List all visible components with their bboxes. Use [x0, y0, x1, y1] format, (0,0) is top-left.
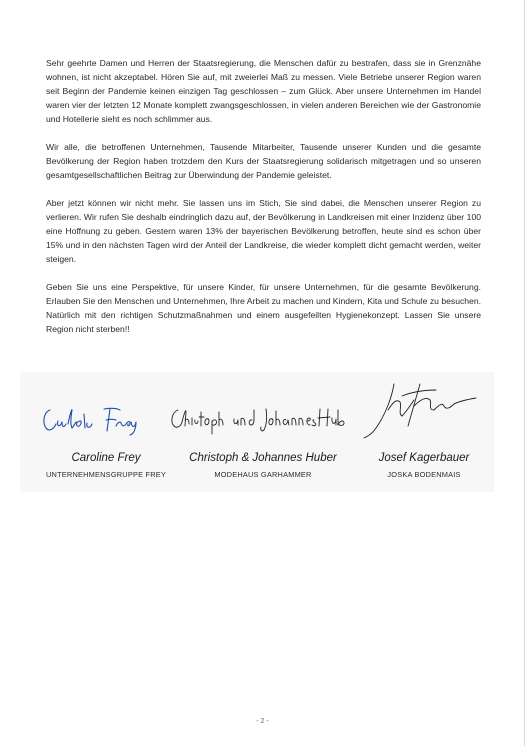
signatory-caroline-frey	[36, 451, 176, 480]
signatory-name: Christoph & Johannes Huber	[189, 452, 337, 464]
signatory-huber	[178, 451, 348, 480]
signature-josef-kagerbauer	[358, 376, 482, 442]
signature-caroline-frey	[40, 404, 140, 434]
letter-body	[46, 56, 481, 350]
paragraph: Geben Sie uns eine Perspektive, für unsere Kinder, für unsere Unternehmen, für die gesamte Bevölkerung. Erlauben Sie den Menschen und Unternehmen, Ihre Arbeit zu machen und Kindern, Kita und Schule zu besuchen. Natürlich mit den richtigen Schutzmaßnahmen und einem ausgefeilten Hygienekonzept. Lassen Sie unsere Region nicht sterben!!	[46, 282, 481, 334]
paragraph: Wir alle, die betroffenen Unternehmen, Tausende Mitarbeiter, Tausende unserer Kunden und die gesamte Bevölkerung der Region haben trotzdem den Kurs der Staatsregierung solidarisch mitgetragen und so unseren gesamtgesellschaftlichen Beitrag zur Überwindung der Pandemie geleistet.	[46, 142, 481, 180]
signatory-company: JOSKA BODENMAIS	[387, 470, 461, 479]
paragraph: Aber jetzt können wir nicht mehr. Sie lassen uns im Stich, Sie sind dabei, die Menschen unserer Region zu verlieren. Wir rufen Sie deshalb eindringlich dazu auf, der Bevölkerung in Landkreisen mit einer Inzidenz über 100 eine Hoffnung zu geben. Gestern waren 13% der bayerischen Bevölkerung betroffen, heute sind es schon über 15% und in den nächsten Tagen wird der Anteil der Landkreise, die wieder komplett dicht gemacht werden, weiter steigen.	[46, 198, 481, 264]
signatory-josef-kagerbauer	[364, 451, 484, 480]
signatory-name: Josef Kagerbauer	[378, 452, 470, 464]
page-number: - 2 -	[256, 718, 269, 725]
paragraph: Sehr geehrte Damen und Herren der Staatsregierung, die Menschen dafür zu bestrafen, dass sie in Grenznähe wohnen, ist nicht akzeptabel. Hören Sie auf, mit zweierlei Maß zu messen. Viele Betriebe unserer Region waren seit Beginn der Pandemie keinen einzigen Tag geschlossen – zum Glück. Aber unsere Unternehmen im Handel waren vier der letzten 12 Monate komplett zwangsgeschlossen, in vielen anderen Bereichen wie der Gastronomie und Hotellerie sieht es noch schlimmer aus.	[46, 58, 481, 124]
signatory-company: UNTERNEHMENSGRUPPE FREY	[46, 470, 166, 479]
signatory-company: MODEHAUS GARHAMMER	[214, 470, 312, 479]
signatory-name: Caroline Frey	[71, 452, 141, 464]
signature-huber	[168, 404, 348, 434]
